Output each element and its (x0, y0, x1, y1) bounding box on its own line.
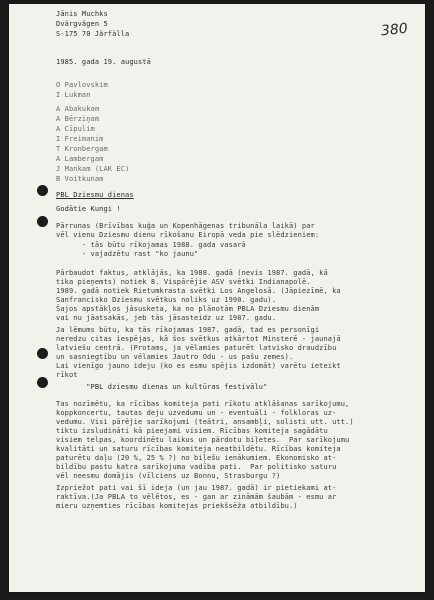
punch-hole (37, 348, 48, 359)
greeting: Godātie Kungi ! (56, 205, 121, 213)
body-line: Sanfrancisko Dziesmu svētkus noliks uz 1990. gadu). (56, 296, 277, 304)
body-line: vēl vienu Dziesmu dienu rīkošanu Eiropā veda pie slēdzieniem: (56, 231, 320, 239)
letter-date: 1985. gada 19. augustā (56, 58, 151, 66)
body-line: neredzu citas iespējas, kā šos svētkus atkārtot Minsterē - jaunajā (56, 335, 341, 343)
punch-hole (37, 377, 48, 388)
body-line: vedumu. Visi pārējie sarīkojumi (teātri, ansambļi, solisti utt. utt.) (56, 418, 354, 426)
body-line: - tās būtu rīkojamas 1988. gada vasarā (56, 241, 246, 249)
body-line: visiem telpas, koordinētu laikus un pārdotu biļetes. Par sarīkojumu (56, 436, 350, 444)
recipient: A Cīpulim (56, 125, 95, 133)
recipient: J Mankam (LAK EC) (56, 165, 130, 173)
recipient: A Abakukam (56, 105, 100, 113)
body-line: vai nu jāatsakās, jeb tās jāsasteidz uz 1987. gadu. (56, 314, 277, 322)
body-line: Šajos apstākļos jāsusketa, ka no plānotām PBLA Dziesmu dienām (56, 305, 320, 313)
recipient: A Lambergam (56, 155, 104, 163)
body-line: Pārrunas (Brīvības kuģa un Kopenhāgenas tribunāla laikā) par (56, 222, 315, 230)
body-line: Ja lēmums būtu, ka tās rīkojamas 1987. gadā, tad es personīgi (56, 326, 320, 334)
body-line: tika pieņemts) notiek 8. Vispārējie ASV svētki Indianapolē. (56, 278, 311, 286)
letter-page (9, 4, 425, 592)
body-line: tiktu izsludināti kā pieejami visiem. Rīcības komiteja sagādātu (56, 427, 328, 435)
subject-line: PBL Dziesmu dienas (56, 191, 134, 199)
sender-city: S-175 70 Järfälla (56, 30, 130, 38)
body-line: Izpriežot pati vai šī ideja (un jau 1987. gadā) ir pietiekami at- (56, 484, 337, 492)
punch-hole (37, 185, 48, 196)
recipient: B Voitkunam (56, 175, 104, 183)
body-line: 1989. gadā notiek Rietumkrasta svētki Los Angelosā. (Jāpiezīmē, ka (56, 287, 341, 295)
body-line: Pārbaudot faktus, atklājās, ka 1988. gadā (nevis 1987. gadā, kā (56, 269, 328, 277)
body-line: Tas nozīmētu, ka rīcības komiteja pati rīkotu atklāšanas sarīkojumu, (56, 400, 350, 408)
body-line: un sasniegtību un vēlamies Jautro Odu - us pašu zemes). (56, 353, 294, 361)
festival-title: "PBL dziesmu dienas un kultūras festivālu" (56, 383, 268, 391)
page-number: 380 (380, 20, 409, 40)
body-line: vēl neesmu domājis (vīlciens uz Bonnu, Strasburgu ?) (56, 472, 281, 480)
body-line: rīkot (56, 371, 78, 379)
body-line: raktīva.(Ja PBLA to vēlētos, es - gan ar zināmām šaubām - esmu ar (56, 493, 337, 501)
recipient: A Bērziņam (56, 115, 100, 123)
body-line: kvalitāti un saturu rīcības komiteja neatbildētu. Rīcības komiteja (56, 445, 341, 453)
body-line: bildību pastu katra sarīkojuma vadība pati. Par politisko saturu (56, 463, 337, 471)
body-line: Lai vienīgo jauno ideju (ko es esmu spējis izdomāt) varētu ieteikt (56, 362, 341, 370)
recipient: I Lukman (56, 91, 91, 99)
sender-street: Dvärgvägen 5 (56, 20, 108, 28)
body-line: latviešu centrā. (Protams, ja vēlamies paturēt latvisko draudzību (56, 344, 337, 352)
recipient: T Kronbergam (56, 145, 108, 153)
recipient: O Pavlovskim (56, 81, 108, 89)
sender-name: Jānis Muchks (56, 10, 108, 18)
body-line: koppkoncertu, tautas deju uzvedumu un - eventuāli - folkloras uz- (56, 409, 337, 417)
body-line: mieru uzņemties rīcības komitejas priekšsēža atbildību.) (56, 502, 298, 510)
body-line: - vajadzētu rast "ko jaunu" (56, 250, 199, 258)
body-line: paturētu daļu (20 %, 25 % ?) no biļešu ienākumiem. Ekonomisko at- (56, 454, 337, 462)
punch-hole (37, 216, 48, 227)
recipient: I Freimanim (56, 135, 104, 143)
